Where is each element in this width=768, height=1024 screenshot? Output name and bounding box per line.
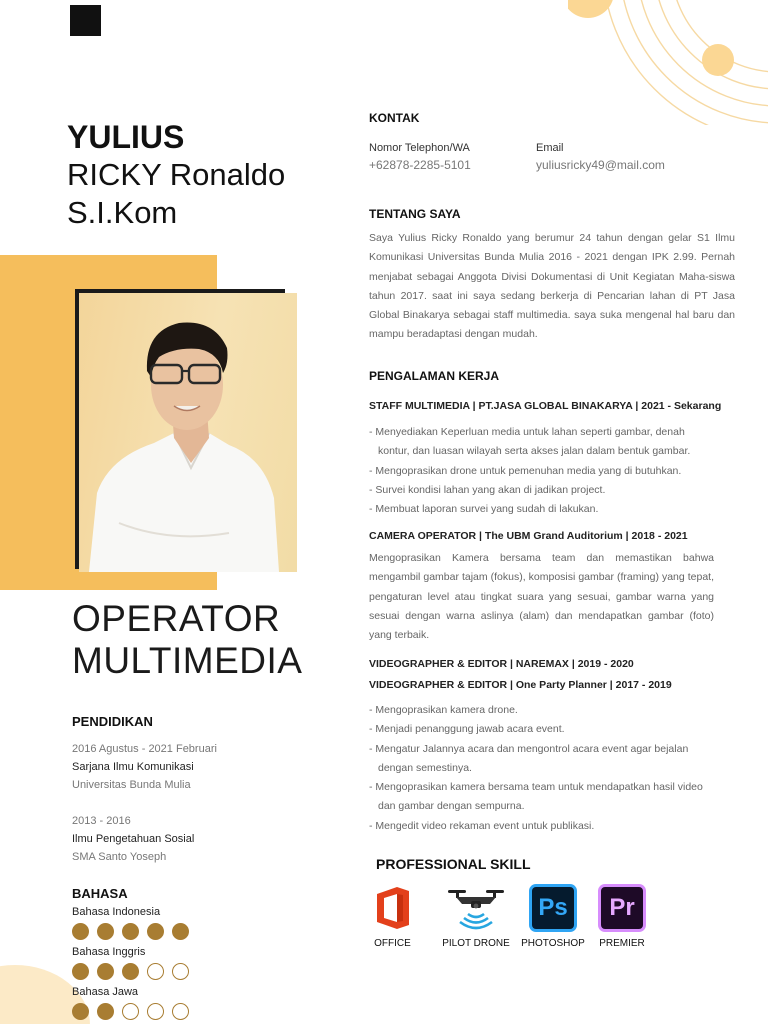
drone-icon xyxy=(445,882,507,934)
skills-title: PROFESSIONAL SKILL xyxy=(376,856,531,872)
skills-list xyxy=(365,882,652,949)
language-list xyxy=(72,904,189,1024)
bullet-item: - Mengoprasikan drone untuk pemenuhan media yang di butuhkan. xyxy=(369,464,682,477)
rating-dot-filled xyxy=(122,963,139,980)
person-illustration xyxy=(79,293,297,572)
about-text: Saya Yulius Ricky Ronaldo yang berumur 24 tahun dengan gelar S1 Ilmu Komunikasi Universitas Bunda Mulia 2016 - 2021 dengan IPK 2.99. Pernah menjabat sebagai Anggota Divisi Dokumentasi di Unit Kegiatan Maha-siswa tahun 2017. saat ini saya sedang berkerja di Pencarian lahan di PT Jasa Global Binakarya sebagai staff multimedia. saya suka mengenal hal baru dan mampu beradaptasi dengan mudah. xyxy=(369,232,735,341)
job-bullets xyxy=(369,423,719,519)
bullet-item: - Mengoprasikan kamera drone. xyxy=(369,704,518,716)
rating-dot-filled xyxy=(97,923,114,940)
rating-dot-filled xyxy=(172,923,189,940)
job-title xyxy=(72,598,302,682)
bullet-item: - Mengoprasikan kamera bersama team untuk mendapatkan hasil video dan gambar dengan sempurna. xyxy=(369,781,703,813)
job-heading: CAMERA OPERATOR | The UBM Grand Auditorium | 2018 - 2021 xyxy=(369,530,688,542)
language-name: Bahasa Inggris xyxy=(72,946,146,958)
rating-dot-empty xyxy=(147,1003,164,1020)
language-rating xyxy=(72,923,189,940)
rating-dot-empty xyxy=(122,1003,139,1020)
education-school: SMA Santo Yoseph xyxy=(72,851,167,863)
job-description: Mengoprasikan Kamera bersama team dan memastikan bahwa mengambil gambar tajam (fokus), komposisi gambar (framing) yang tepat, pengaturan level atau tingkat suara yang sesuai, gambar warna yang sesuai dengan warna aslinya (alam) dan mendapatkan gambar (foto) yang terbaik. xyxy=(369,552,714,642)
photoshop-glyph: Ps xyxy=(529,884,577,932)
rating-dot-empty xyxy=(172,963,189,980)
bullet-item: - Menyediakan Keperluan media untuk lahan seperti gambar, denah kontur, dan luasan wilayah serta akses jalan dalam bentuk gambar. xyxy=(369,426,691,458)
education-school: Universitas Bunda Mulia xyxy=(72,779,191,791)
profile-photo xyxy=(79,293,297,572)
job-heading: VIDEOGRAPHER & EDITOR | One Party Planner | 2017 - 2019 xyxy=(369,679,672,691)
premiere-glyph: Pr xyxy=(598,884,646,932)
skill-label: PILOT DRONE xyxy=(442,938,510,949)
rating-dot-filled xyxy=(72,1003,89,1020)
rating-dot-filled xyxy=(97,1003,114,1020)
rating-dot-empty xyxy=(172,1003,189,1020)
full-name xyxy=(67,118,285,232)
bullet-item: - Mengatur Jalannya acara dan mengontrol acara event agar bejalan dengan semestinya. xyxy=(369,742,689,774)
bullet-item: - Survei kondisi lahan yang akan di jadikan project. xyxy=(369,483,606,496)
experience-title: PENGALAMAN KERJA xyxy=(369,369,500,383)
phone-value: +62878-2285-5101 xyxy=(369,158,471,172)
language-rating xyxy=(72,963,189,980)
bullet-item: - Mengedit video rekaman event untuk publikasi. xyxy=(369,819,595,832)
phone-block xyxy=(369,142,471,172)
photoshop-icon xyxy=(529,882,577,934)
first-name: YULIUS xyxy=(67,119,185,155)
education-degree: Ilmu Pengetahuan Sosial xyxy=(72,833,195,845)
email-block xyxy=(536,142,665,172)
skill-photoshop xyxy=(520,882,586,949)
rating-dot-filled xyxy=(72,923,89,940)
language-name: Bahasa Jawa xyxy=(72,986,139,998)
rating-dot-empty xyxy=(147,963,164,980)
education-period: 2013 - 2016 xyxy=(72,815,131,827)
rating-dot-filled xyxy=(122,923,139,940)
language-name: Bahasa Indonesia xyxy=(72,906,161,918)
rating-dot-filled xyxy=(72,963,89,980)
email-value: yuliusricky49@mail.com xyxy=(536,158,665,172)
bullet-item: - Menjadi penanggung jawab acara event. xyxy=(369,723,565,736)
bullet-item: - Membuat laporan survei yang sudah di lakukan. xyxy=(369,503,599,516)
degree: S.I.Kom xyxy=(67,195,178,230)
education-entry xyxy=(72,740,217,794)
skill-premiere xyxy=(592,882,652,949)
skill-label: PHOTOSHOP xyxy=(521,938,585,949)
job-heading: STAFF MULTIMEDIA | PT.JASA GLOBAL BINAKARYA | 2021 - Sekarang xyxy=(369,400,722,412)
skill-office xyxy=(365,882,420,949)
last-name: RICKY Ronaldo xyxy=(67,157,286,192)
education-list xyxy=(72,740,217,884)
language-rating xyxy=(72,1003,189,1020)
job-bullets xyxy=(369,701,715,836)
skill-drone xyxy=(432,882,520,949)
education-degree: Sarjana Ilmu Komunikasi xyxy=(72,761,194,773)
premiere-icon xyxy=(598,882,646,934)
job-heading: VIDEOGRAPHER & EDITOR | NAREMAX | 2019 - 2020 xyxy=(369,658,634,670)
email-label: Email xyxy=(536,142,564,154)
office-icon xyxy=(373,882,413,934)
skill-label: PREMIER xyxy=(599,938,645,949)
decorative-circles xyxy=(568,0,768,125)
phone-label: Nomor Telephon/WA xyxy=(369,142,470,154)
rating-dot-filled xyxy=(147,923,164,940)
education-period: 2016 Agustus - 2021 Februari xyxy=(72,743,217,755)
job-title-line2: MULTIMEDIA xyxy=(72,640,303,681)
job-title-line1: OPERATOR xyxy=(72,598,281,639)
contact-title: KONTAK xyxy=(369,111,420,125)
decorative-square xyxy=(70,5,101,36)
about-title: TENTANG SAYA xyxy=(369,207,461,221)
rating-dot-filled xyxy=(97,963,114,980)
language-title: BAHASA xyxy=(72,886,128,901)
education-entry xyxy=(72,812,217,866)
skill-label: OFFICE xyxy=(374,938,411,949)
education-title: PENDIDIKAN xyxy=(72,714,153,729)
